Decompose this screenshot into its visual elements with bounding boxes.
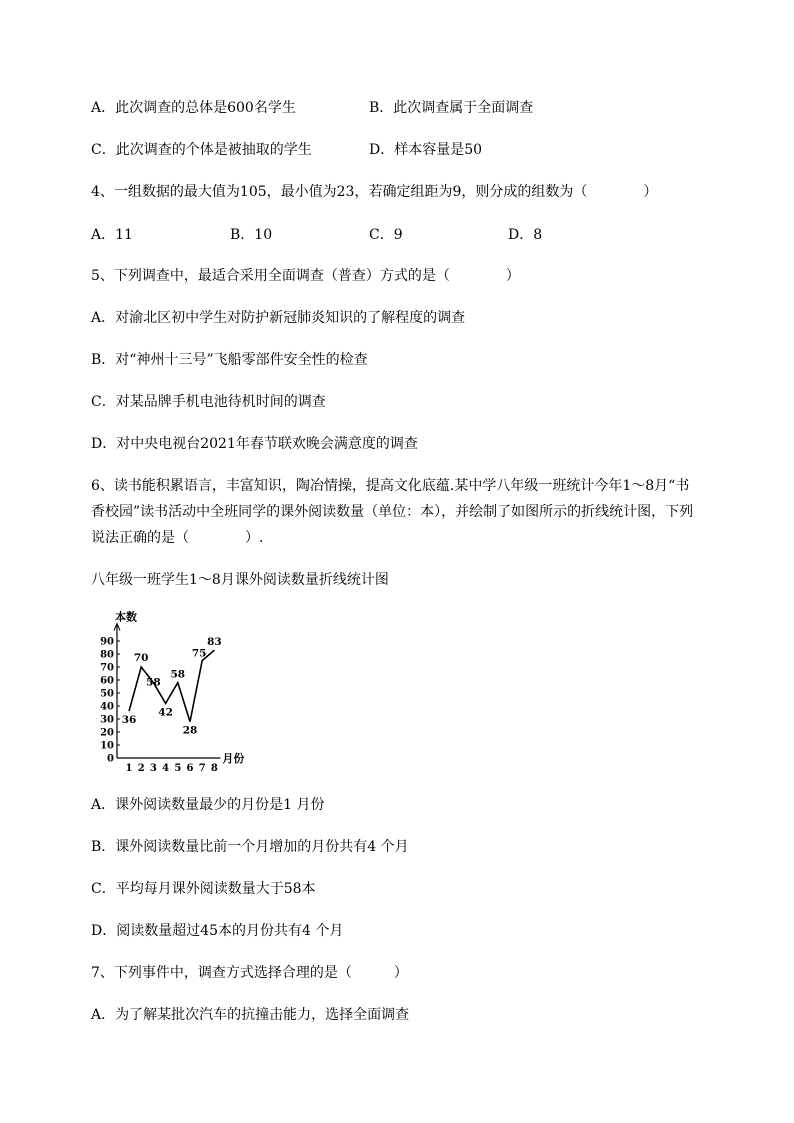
q5-stem: 5、下列调查中，最适合采用全面调查（普查）方式的是（ ） bbox=[91, 268, 520, 284]
q6-option-a: A．课外阅读数量最少的月份是1 月份 bbox=[91, 797, 325, 813]
data-label: 58 bbox=[170, 668, 186, 681]
data-label: 58 bbox=[146, 676, 161, 689]
q4-option-b: B．10 bbox=[230, 227, 273, 243]
x-axis-label: 月份 bbox=[222, 752, 245, 765]
y-tick-label: 70 bbox=[100, 662, 114, 674]
q6-stem-line-2: 香校园”读书活动中全班同学的课外阅读数量（单位：本），并绘制了如图所示的折线统计图，下列 bbox=[91, 504, 694, 520]
x-tick-label: 1 bbox=[125, 763, 133, 774]
x-tick-label: 5 bbox=[174, 763, 182, 774]
x-tick-label: 2 bbox=[137, 763, 145, 774]
q4-option-c: C．9 bbox=[369, 227, 403, 243]
y-tick-label: 80 bbox=[100, 649, 114, 661]
q3-option-c: C．此次调查的个体是被抽取的学生 bbox=[91, 142, 312, 158]
q7-option-a: A．为了解某批次汽车的抗撞击能力，选择全面调查 bbox=[91, 1007, 410, 1023]
x-tick-label: 7 bbox=[198, 763, 206, 774]
x-tick-label: 8 bbox=[210, 763, 218, 774]
y-tick-label: 20 bbox=[100, 727, 114, 739]
q5-option-d: D．对中央电视台2021年春节联欢晚会满意度的调查 bbox=[91, 436, 418, 452]
x-tick-label: 3 bbox=[149, 763, 157, 774]
data-label: 75 bbox=[191, 647, 207, 660]
x-tick-label: 4 bbox=[162, 763, 170, 774]
y-tick-label: 50 bbox=[100, 688, 114, 700]
q6-option-c: C．平均每月课外阅读数量大于58本 bbox=[91, 881, 316, 897]
q3-option-b: B．此次调查属于全面调查 bbox=[369, 100, 534, 116]
q6-stem-line-1: 6、读书能积累语言，丰富知识，陶冶情操，提高文化底蕴.某中学八年级一班统计今年1～8月“书 bbox=[91, 478, 690, 494]
y-tick-label: 90 bbox=[100, 636, 114, 648]
y-tick-label: 60 bbox=[100, 675, 114, 687]
q5-option-a: A．对渝北区初中学生对防护新冠肺炎知识的了解程度的调查 bbox=[91, 310, 466, 326]
data-label: 83 bbox=[207, 636, 222, 649]
x-tick-label: 6 bbox=[186, 763, 194, 774]
q7-stem: 7、下列事件中，调查方式选择合理的是（ ） bbox=[91, 965, 408, 981]
q4-option-a: A．11 bbox=[91, 227, 133, 243]
q3-option-a: A．此次调查的总体是600名学生 bbox=[91, 100, 296, 116]
data-label: 42 bbox=[158, 706, 173, 719]
y-tick-label: 40 bbox=[100, 701, 114, 713]
y-tick-label: 0 bbox=[107, 753, 114, 765]
q6-option-d: D．阅读数量超过45本的月份共有4 个月 bbox=[91, 923, 344, 939]
data-label: 36 bbox=[121, 714, 137, 727]
q5-option-b: B．对“神州十三号”飞船零部件安全性的检查 bbox=[91, 352, 368, 368]
line-chart bbox=[95, 606, 265, 776]
q4-option-d: D．8 bbox=[508, 227, 543, 243]
q4-stem: 4、一组数据的最大值为105，最小值为23，若确定组距为9，则分成的组数为（ ） bbox=[91, 184, 658, 200]
q3-option-d: D．样本容量是50 bbox=[369, 142, 483, 158]
q6-stem-line-3: 说法正确的是（ ）. bbox=[91, 530, 264, 546]
y-tick-label: 10 bbox=[100, 740, 114, 752]
data-label: 70 bbox=[133, 652, 149, 664]
q6-option-b: B．课外阅读数量比前一个月增加的月份共有4 个月 bbox=[91, 839, 409, 855]
q5-option-c: C．对某品牌手机电池待机时间的调查 bbox=[91, 394, 326, 410]
q6-chart-caption: 八年级一班学生1～8月课外阅读数量折线统计图 bbox=[91, 572, 389, 588]
y-tick-label: 30 bbox=[100, 714, 114, 726]
y-axis-label: 本数 bbox=[115, 610, 137, 624]
data-label: 28 bbox=[182, 724, 198, 737]
